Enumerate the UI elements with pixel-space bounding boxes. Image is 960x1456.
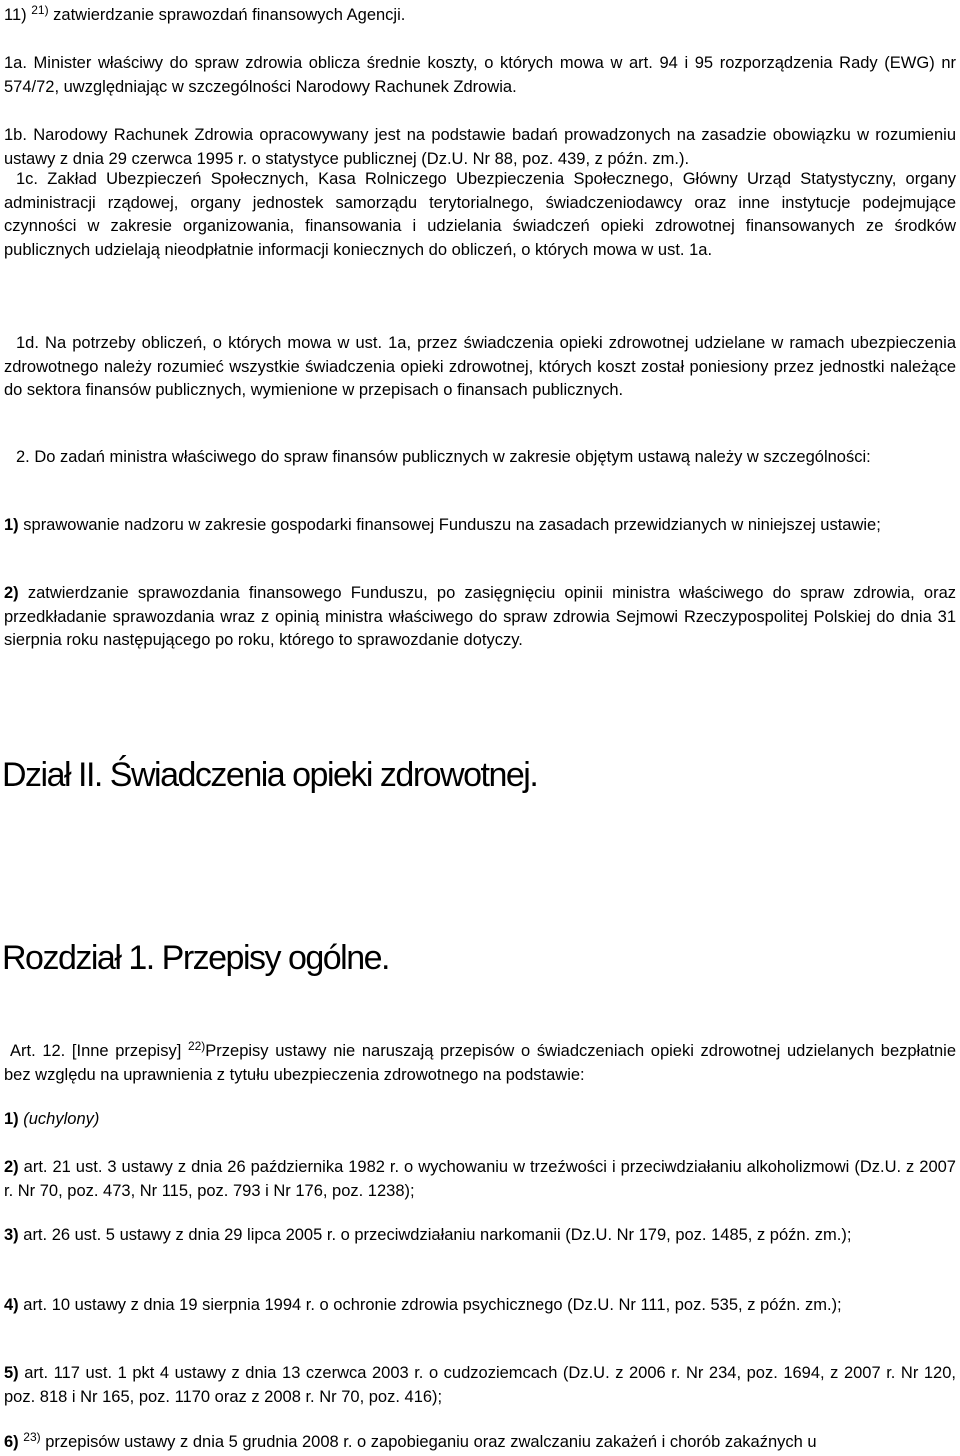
paragraph-1a: 1a. Minister właściwy do spraw zdrowia oblicza średnie koszty, o których mowa w art. 94 i 95 rozporządzenia Rady (EWG) nr 574/72, uwzględniając w szczególności Narodowy Rachunek Zdrowia. <box>4 54 956 96</box>
article-text: Przepisy ustawy nie naruszają przepisów o świadczeniach opieki zdrowotnej udzielanych bezpłatnie bez względu na uprawnienia z tytułu ubezpieczenia zdrowotnego na podstawie: <box>4 1042 956 1084</box>
item-text: zatwierdzanie sprawozdania finansowego Funduszu, po zasięgnięciu opinii ministra właściwego do spraw zdrowia, oraz przedkładanie sprawozdania wraz z opinią ministra właściwego do spraw zdrowia Sejmowi Rzeczypospolitej Polskiej do dnia 31 sierpnia roku następującego po roku, którego to sprawozdanie dotyczy. <box>4 584 956 650</box>
footnote-ref[interactable]: 22) <box>187 1039 206 1053</box>
paragraph-1d: 1d. Na potrzeby obliczeń, o których mowa w ust. 1a, przez świadczenia opieki zdrowotnej udzielane w ramach ubezpieczenia zdrowotnego należy rozumieć wszystkie świadczenia opieki zdrowotnej, których koszt został poniesiony przez jednostki należące do sektora finansów publicznych, wymienione w przepisach o finansach publicznych. <box>4 334 956 400</box>
item-text: sprawowanie nadzoru w zakresie gospodarki finansowej Funduszu na zasadach przewidzianych w niniejszej ustawie; <box>23 516 881 534</box>
item-number: 5) <box>4 1364 19 1382</box>
item-number: 1) <box>4 1110 19 1128</box>
list-item-2-2 <box>4 582 956 653</box>
item-text: przepisów ustawy z dnia 5 grudnia 2008 r. o zapobieganiu oraz zwalczaniu zakażeń i chorób zakaźnych u <box>45 1433 817 1451</box>
item-number: 2) <box>4 584 19 602</box>
paragraph-1c: 1c. Zakład Ubezpieczeń Społecznych, Kasa Rolniczego Ubezpieczenia Społecznego, Główny Urząd Statystyczny, organy administracji rządowej, organy jednostek samorządu terytorialnego, świadczeniodawcy oraz inne instytucje podejmujące czynności w zakresie organizowania, finansowania i udzielania świadczeń opieki zdrowotnej finansowanych ze środków publicznych udzielają nieodpłatnie informacji koniecznych do obliczeń, o których mowa w ust. 1a. <box>4 170 956 259</box>
article-prefix: Art. 12. [Inne przepisy] <box>10 1042 182 1060</box>
footnote-ref[interactable]: 23) <box>23 1430 41 1444</box>
section-heading-dzial-2: Dział II. Świadczenia opieki zdrowotnej. <box>2 756 538 794</box>
item-text: art. 10 ustawy z dnia 19 sierpnia 1994 r. o ochronie zdrowia psychicznego (Dz.U. Nr 111, poz. 535, z późn. zm.); <box>23 1296 842 1314</box>
item-11 <box>4 4 956 28</box>
item-text: art. 117 ust. 1 pkt 4 ustawy z dnia 13 czerwca 2003 r. o cudzoziemcach (Dz.U. z 2006 r. Nr 234, poz. 1694, z 2007 r. Nr 120, poz. 818 i Nr 165, poz. 1170 oraz z 2008 r. Nr 70, poz. 416); <box>4 1364 956 1406</box>
item-text: (uchylony) <box>23 1110 100 1128</box>
list-item-art12-4 <box>4 1294 956 1318</box>
item-number: 3) <box>4 1226 19 1244</box>
item-text: art. 26 ust. 5 ustawy z dnia 29 lipca 2005 r. o przeciwdziałaniu narkomanii (Dz.U. Nr 179, poz. 1485, z późn. zm.); <box>23 1226 852 1244</box>
item-number: 11) <box>4 6 27 24</box>
list-item-art12-5 <box>4 1362 956 1409</box>
item-number: 6) <box>4 1433 19 1451</box>
item-number: 2) <box>4 1158 19 1176</box>
item-text: art. 21 ust. 3 ustawy z dnia 26 października 1982 r. o wychowaniu w trzeźwości i przeciwdziałaniu alkoholizmowi (Dz.U. z 2007 r. Nr 70, poz. 473, Nr 115, poz. 793 i Nr 176, poz. 1238); <box>4 1158 956 1200</box>
paragraph-1b: 1b. Narodowy Rachunek Zdrowia opracowywany jest na podstawie badań prowadzonych na zasadzie obowiązku w rozumieniu ustawy z dnia 29 czerwca 1995 r. o statystyce publicznej (Dz.U. Nr 88, poz. 439, z późn. zm.). <box>4 126 956 168</box>
chapter-heading-rozdzial-1: Rozdział 1. Przepisy ogólne. <box>2 939 390 977</box>
list-item-art12-3 <box>4 1224 956 1248</box>
article-12 <box>4 1040 956 1087</box>
list-item-art12-6 <box>4 1431 956 1455</box>
item-number: 1) <box>4 516 19 534</box>
item-number: 4) <box>4 1296 19 1314</box>
list-item-art12-1 <box>4 1108 956 1132</box>
paragraph-2: 2. Do zadań ministra właściwego do spraw finansów publicznych w zakresie objętym ustawą należy w szczególności: <box>16 448 871 466</box>
item-text: zatwierdzanie sprawozdań finansowych Agencji. <box>53 6 406 24</box>
list-item-art12-2 <box>4 1156 956 1203</box>
footnote-ref[interactable]: 21) <box>31 3 49 17</box>
list-item-2-1 <box>4 514 956 538</box>
